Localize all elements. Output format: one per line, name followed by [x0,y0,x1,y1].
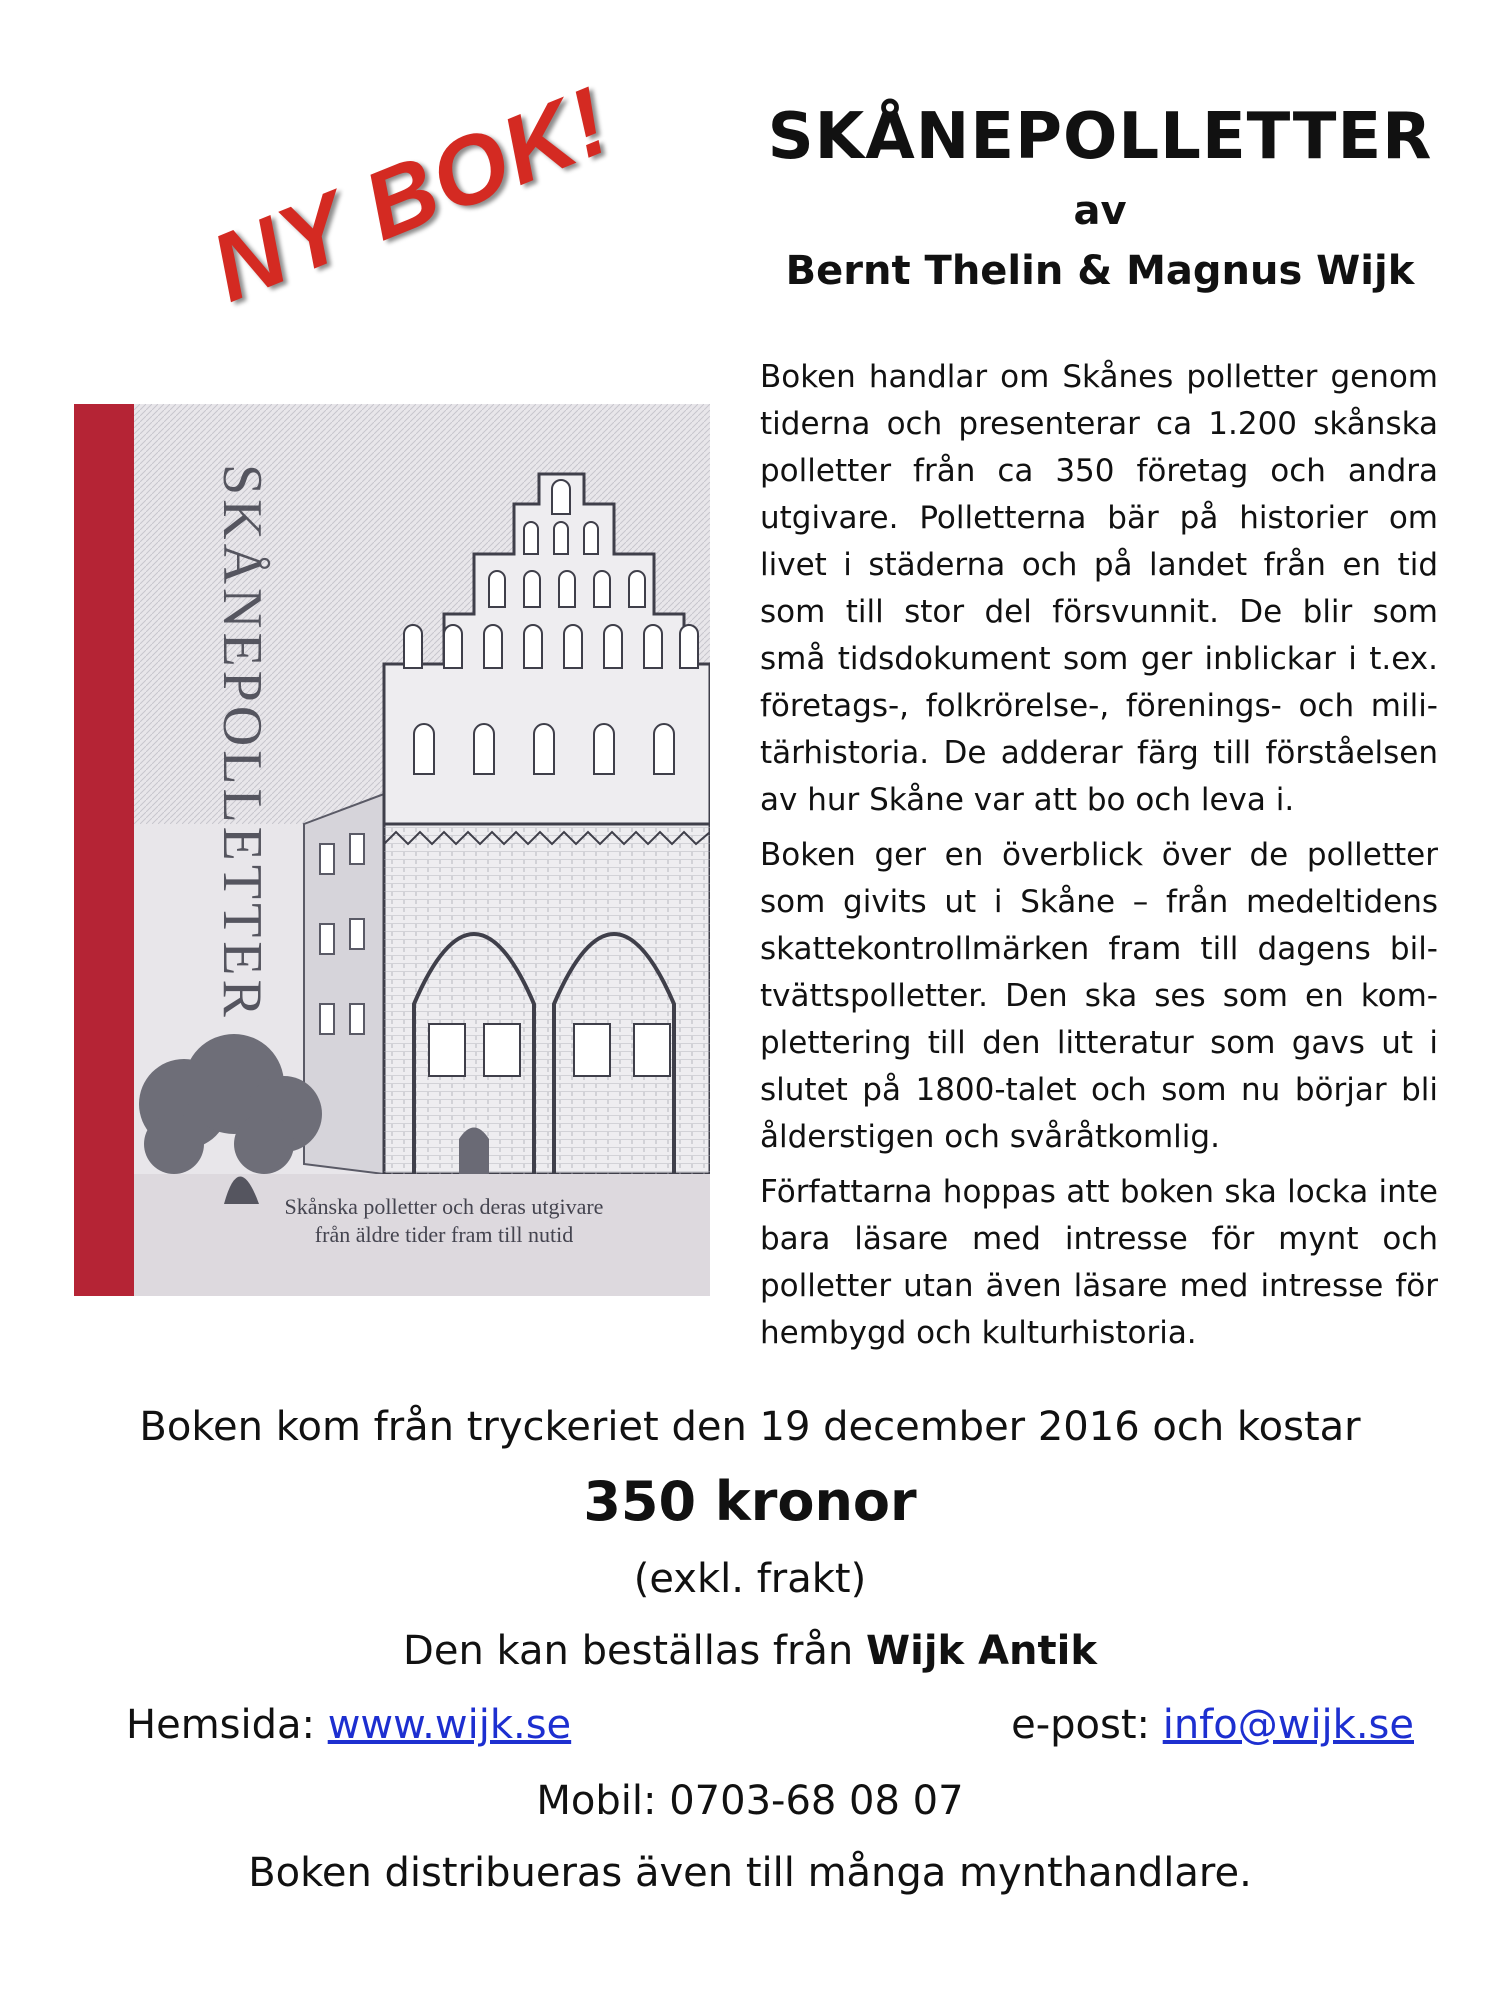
website-label: Hemsida: [126,1702,315,1748]
new-book-banner: NY BOK! [197,66,625,323]
email-label: e-post: [1011,1702,1150,1748]
cover-subtitle-2: från äldre tider fram till nutid [314,1222,574,1247]
email-line [1011,1702,1414,1748]
order-prefix: Den kan beställas från [403,1628,854,1674]
description-paragraph: Boken ger en överblick över de polletter som givits ut i Skåne – från medeltidens skattekontrollmärken fram till dagens bil-tvättspolletter. Den ska ses som en kom-plettering till den litteratur som gavs ut i slutet på 1800-talet och som nu börjar bli ålderstigen och svåråtkomlig. [760,837,1438,1155]
website-line [126,1702,571,1748]
shipping-note: (exkl. frakt) [633,1556,867,1602]
cover-subtitle-1: Skånska polletter och deras utgivare [284,1194,604,1219]
release-text: Boken kom från tryckeriet den 19 december 2016 och kostar [139,1404,1361,1450]
book-cover-image [74,404,710,1296]
seller-name: Wijk Antik [866,1628,1097,1674]
by-label: av [1073,188,1127,234]
mobile-number: Mobil: 0703-68 08 07 [536,1778,964,1824]
distribution-note: Boken distribueras även till många mynthandlare. [248,1850,1252,1896]
description-paragraph: Boken handlar om Skånes polletter genom tiderna och presenterar ca 1.200 skånska polletter från ca 350 företag och andra utgivare. Polletterna bär på historier om livet i städerna och på landet från en tid som till stor del försvunnit. De blir som små tidsdokument som ger inblickar i t.ex. företags-, folkrörelse-, förenings- och mili-tärhistoria. De adderar färg till förståelsen av hur Skåne var att bo och leva i. [760,359,1438,818]
price: 350 kronor [583,1470,917,1533]
cover-spine-title: SKÅNEPOLLETTER [211,464,273,1021]
description [760,354,1438,1365]
authors: Bernt Thelin & Magnus Wijk [785,248,1415,294]
order-line [0,1628,1500,1674]
description-paragraph: Författarna hoppas att boken ska locka inte bara läsare med intresse för mynt och polletter utan även läsare med intresse för hembygd och kulturhistoria. [760,1174,1438,1351]
book-title: SKÅNEPOLLETTER [767,100,1433,174]
website-link[interactable]: www.wijk.se [327,1702,572,1748]
email-link[interactable]: info@wijk.se [1162,1702,1414,1748]
